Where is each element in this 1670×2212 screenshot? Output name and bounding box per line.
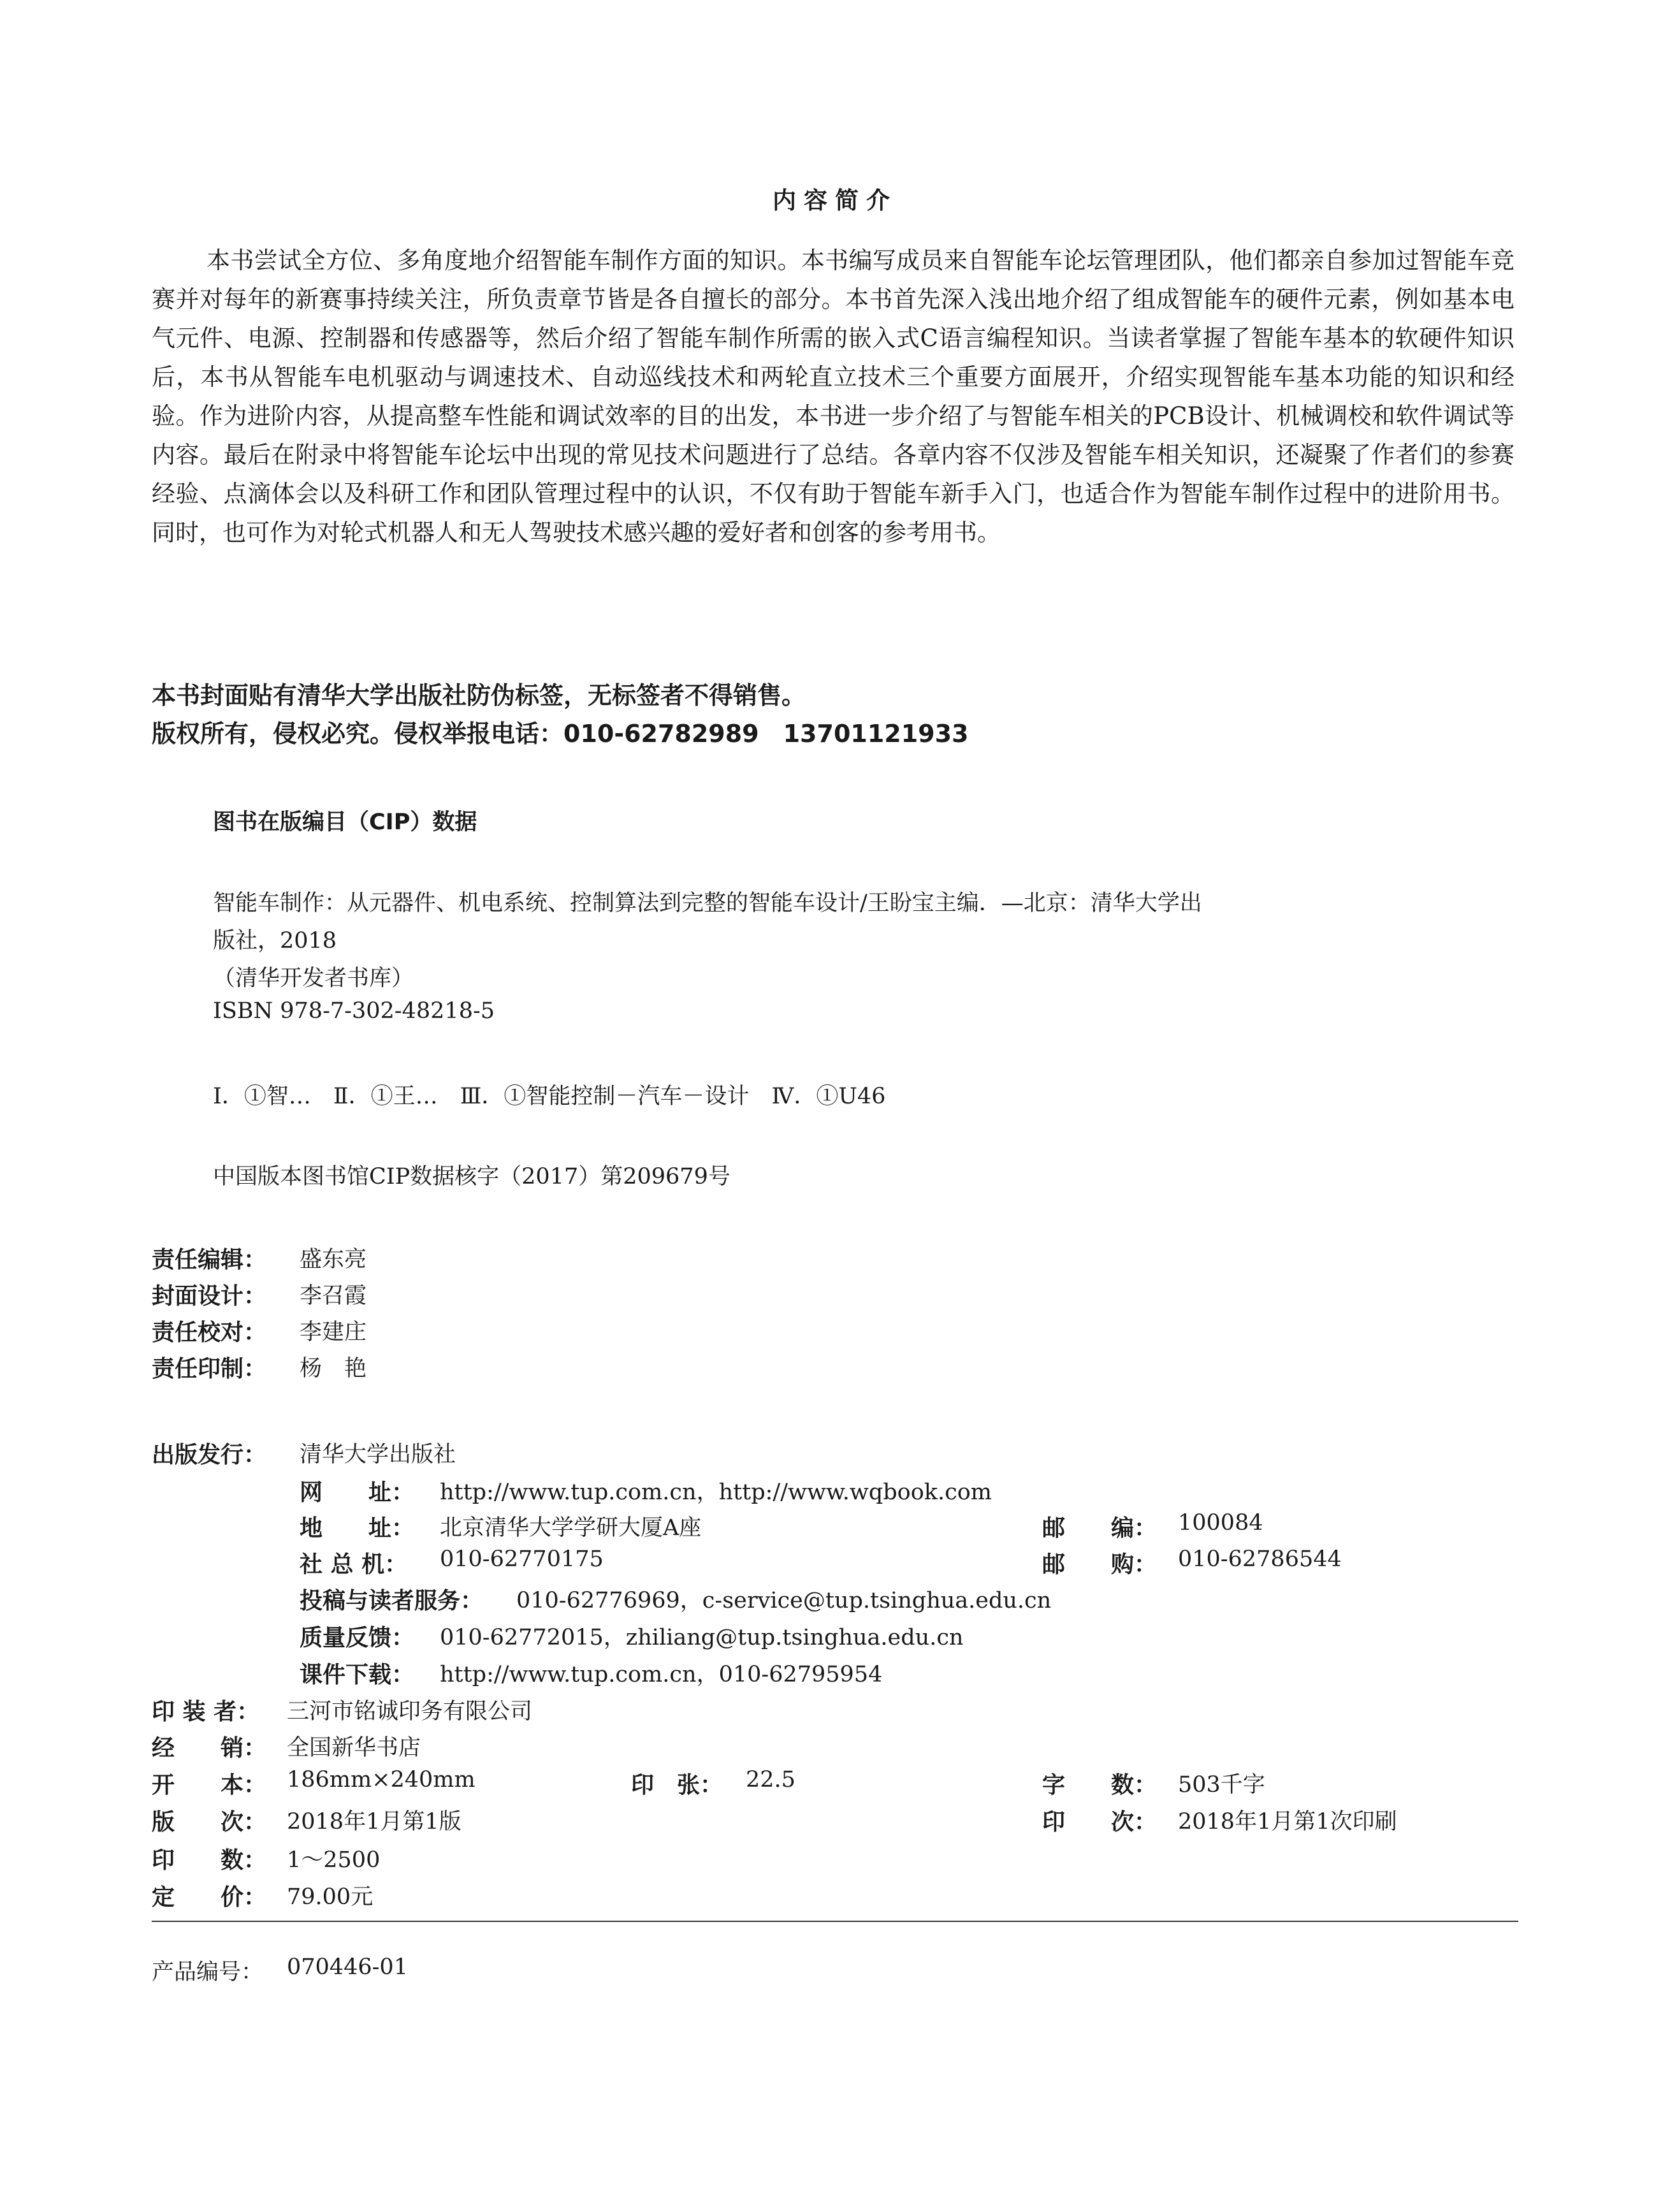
address-label: 地 址：: [300, 1515, 415, 1541]
cip-series: （清华开发者书库）: [213, 966, 414, 991]
cover-designer-label: 封面设计：: [152, 1283, 267, 1309]
print-supervisor-value: 杨 艳: [300, 1356, 367, 1381]
quality-feedback-label: 质量反馈：: [300, 1625, 415, 1651]
cover-designer-value: 李召霞: [300, 1283, 367, 1309]
edition-label: 版 次：: [152, 1809, 267, 1835]
format-value: 186mm×240mm: [287, 1767, 476, 1793]
switchboard-value: 010-62770175: [440, 1546, 604, 1572]
website-label: 网 址：: [300, 1480, 415, 1506]
quality-feedback-value: 010-62772015，zhiliang@tup.tsinghua.edu.cn: [440, 1625, 964, 1650]
format-label: 开 本：: [152, 1772, 267, 1798]
mail-order-label: 邮 购：: [1042, 1552, 1158, 1578]
distributor-value: 全国新华书店: [287, 1735, 421, 1761]
cip-isbn: ISBN 978-7-302-48218-5: [213, 998, 495, 1024]
divider-rule: [152, 1921, 1518, 1922]
proofreader-label: 责任校对：: [152, 1320, 267, 1346]
distributor-label: 经 销：: [152, 1735, 267, 1761]
word-count-label: 字 数：: [1042, 1772, 1158, 1798]
postcode-label: 邮 编：: [1042, 1515, 1158, 1541]
submission-service-label: 投稿与读者服务：: [300, 1588, 484, 1614]
website-value: http://www.tup.com.cn，http://www.wqbook.com: [440, 1480, 992, 1505]
print-run-label: 印 数：: [152, 1847, 267, 1874]
price-value: 79.00元: [287, 1884, 374, 1910]
page-title: 内容简介: [773, 187, 897, 214]
cip-classification: Ⅰ．①智… Ⅱ．①王… Ⅲ．①智能控制－汽车－设计 Ⅳ．①U46: [213, 1084, 886, 1109]
print-run-value: 1～2500: [287, 1847, 381, 1873]
cip-line-2: 版社，2018: [213, 928, 337, 954]
switchboard-label: 社 总 机：: [300, 1552, 408, 1578]
courseware-download-label: 课件下载：: [300, 1662, 415, 1688]
print-supervisor-label: 责任印制：: [152, 1356, 267, 1382]
courseware-download-value: http://www.tup.com.cn，010-62795954: [440, 1662, 883, 1687]
edition-value: 2018年1月第1版: [287, 1809, 461, 1835]
printer-value: 三河市铭诚印务有限公司: [287, 1699, 533, 1724]
copyright-notice: 版权所有，侵权必究。侵权举报电话：010-62782989 13701121933: [152, 720, 969, 748]
proofreader-value: 李建庄: [300, 1320, 367, 1345]
postcode-value: 100084: [1178, 1510, 1263, 1536]
publisher-label: 出版发行：: [152, 1442, 267, 1468]
editor-label: 责任编辑：: [152, 1247, 267, 1273]
cip-line-1: 智能车制作：从元器件、机电系统、控制算法到完整的智能车设计/王盼宝主编．—北京：清华大学出: [213, 891, 1202, 916]
impression-value: 2018年1月第1次印刷: [1178, 1809, 1397, 1835]
product-number-value: 070446-01: [287, 1954, 408, 1980]
mail-order-value: 010-62786544: [1178, 1546, 1342, 1572]
cip-heading: 图书在版编目（CIP）数据: [213, 810, 477, 835]
editor-value: 盛东亮: [300, 1247, 367, 1272]
price-label: 定 价：: [152, 1884, 267, 1910]
printer-label: 印 装 者：: [152, 1699, 260, 1725]
impression-label: 印 次：: [1042, 1809, 1158, 1835]
address-value: 北京清华大学学研大厦A座: [440, 1515, 702, 1541]
publisher-value: 清华大学出版社: [300, 1442, 456, 1467]
intro-paragraph: 本书尝试全方位、多角度地介绍智能车制作方面的知识。本书编写成员来自智能车论坛管理团队，他们都亲自参加过智能车竞赛并对每年的新赛事持续关注，所负责章节皆是各自擅长的部分。本书首先深入浅出地介绍了组成智能车的硬件元素，例如基本电气元件、电源、控制器和传感器等，然后介绍了智能车制作所需的嵌入式C语言编程知识。当读者掌握了智能车基本的软硬件知识后，本书从智能车电机驱动与调速技术、自动巡线技术和两轮直立技术三个重要方面展开，介绍实现智能车基本功能的知识和经验。作为进阶内容，从提高整车性能和调试效率的目的出发，本书进一步介绍了与智能车相关的PCB设计、机械调校和软件调试等内容。最后在附录中将智能车论坛中出现的常见技术问题进行了总结。各章内容不仅涉及智能车相关知识，还凝聚了作者们的参赛经验、点滴体会以及科研工作和团队管理过程中的认识，不仅有助于智能车新手入门，也适合作为智能车制作过程中的进阶用书。同时，也可作为对轮式机器人和无人驾驶技术感兴趣的爱好者和创客的参考用书。: [152, 247, 1514, 546]
printed-sheets-value: 22.5: [746, 1767, 795, 1793]
cip-record-number: 中国版本图书馆CIP数据核字（2017）第209679号: [213, 1164, 730, 1190]
submission-service-value: 010-62776969，c-service@tup.tsinghua.edu.cn: [516, 1588, 1052, 1613]
word-count-value: 503千字: [1178, 1772, 1265, 1798]
printed-sheets-label: 印 张：: [631, 1772, 723, 1798]
product-number-label: 产品编号：: [152, 1960, 264, 1985]
anti-counterfeit-notice: 本书封面贴有清华大学出版社防伪标签，无标签者不得销售。: [152, 681, 806, 709]
